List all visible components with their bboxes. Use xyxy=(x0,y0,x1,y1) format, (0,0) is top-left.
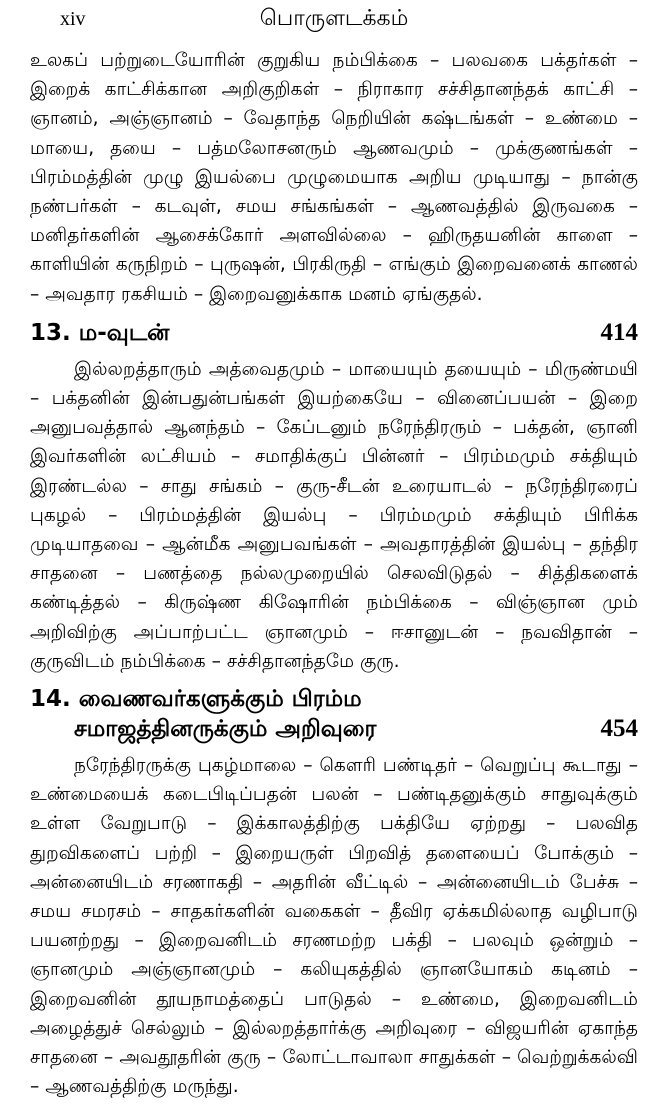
intro-paragraph: உலகப் பற்றுடையோரின் குறுகிய நம்பிக்கை – பலவகை பக்தர்கள் – இறைக் காட்சிக்கான அறிகுறிகள் – நிராகார சச்சிதானந்தக் காட்சி – ஞானம், அஞ்ஞானம் – வேதாந்த நெறியின் கஷ்டங்கள் – உண்மை – மாயை, தயை – பத்மலோசனரும் ஆணவமும் – முக்குணங்கள் – பிரம்மத்தின் முழு இயல்பை முழுமையாக அறிய முடியாது – நான்கு நண்பர்கள் – கடவுள், சமய சங்கங்கள் – ஆணவத்தில் இருவகை – மனிதர்களின் ஆசைக்கோர் அளவில்லை – ஹிருதயனின் காளை – காளியின் கருநிறம் – புருஷன், பிரகிருதி – எங்கும் இறைவனைக் காணல் – அவதார ரகசியம் – இறைவனுக்காக மனம் ஏங்குதல். xyxy=(30,50,638,305)
chapter-14-title-line2: சமாஜத்தினருக்கும் அறிவுரை xyxy=(74,716,377,743)
chapter-14-heading xyxy=(30,686,638,745)
chapter-14-title-line1: 14. வைணவர்களுக்கும் பிரம்ம xyxy=(30,686,362,713)
chapter-13-heading xyxy=(30,319,638,349)
chapter-14-summary: நரேந்திரருக்கு புகழ்மாலை – கௌரி பண்டிதர் – வெறுப்பு கூடாது – உண்மையைக் கடைபிடிப்பதன் பலன் – பண்டிதனுக்கும் சாதுவுக்கும் உள்ள வேறுபாடு – இக்காலத்திற்கு பக்தியே ஏற்றது – பலவித துறவிகளைப் பற்றி – இறையருள் பிறவித் தளையைப் போக்கும் – அன்னையிடம் சரணாகதி – அதரின் வீட்டில் – அன்னையிடம் பேச்சு – சமய சமரசம் – சாதகர்களின் வகைகள் – தீவிர ஏக்கமில்லாத வழிபாடு பயனற்றது – இறைவனிடம் சரணமற்ற பக்தி – பலவும் ஒன்றும் – ஞானமும் அஞ்ஞானமும் – கலியுகத்தில் ஞானயோகம் கடினம் – இறைவனின் தூயநாமத்தைப் பாடுதல் – உண்மை, இறைவனிடம் அழைத்துச் செல்லும் – இல்லறத்தார்க்கு அறிவுரை – விஜயரின் ஏகாந்த சாதனை – அவதூதரின் குரு – லோட்டாவாலா சாதுக்கள் – வெற்றுக்கல்வி – ஆணவத்திற்கு மருந்து. xyxy=(30,755,638,1098)
chapter-13-title: 13. ம-வுடன் xyxy=(30,319,170,346)
chapter-13-page: 414 xyxy=(600,318,638,346)
chapter-14-page: 454 xyxy=(600,715,638,743)
page-number: xiv xyxy=(60,8,86,30)
page-header xyxy=(30,0,638,46)
running-title: பொருளடக்கம் xyxy=(259,6,409,31)
chapter-13-summary: இல்லறத்தாரும் அத்வைதமும் – மாயையும் தயையும் – மிருண்மயி – பக்தனின் இன்பதுன்பங்கள் இயற்கையே – வினைப்பயன் – இறை அனுபவத்தால் ஆனந்தம் – கேப்டனும் நரேந்திரரும் – பக்தன், ஞானி இவர்களின் லட்சியம் – சமாதிக்குப் பின்னர் – பிரம்மமும் சக்தியும் இரண்டல்ல – சாது சங்கம் – குரு-சீடன் உரையாடல் – நரேந்திரரைப் புகழல் – பிரம்மத்தின் இயல்பு – பிரம்மமும் சக்தியும் பிரிக்க முடியாதவை – ஆன்மீக அனுபவங்கள் – அவதாரத்தின் இயல்பு – தந்திர சாதனை – பணத்தை நல்லமுறையில் செலவிடுதல் – சித்திகளைக் கண்டித்தல் – கிருஷ்ண கிஷோரின் நம்பிக்கை – விஞ்ஞான மும் அறிவிற்கு அப்பாற்பட்ட ஞானமும் – ஈசானுடன் – நவவிதான் – குருவிடம் நம்பிக்கை – சச்சிதானந்தமே குரு. xyxy=(30,358,638,672)
